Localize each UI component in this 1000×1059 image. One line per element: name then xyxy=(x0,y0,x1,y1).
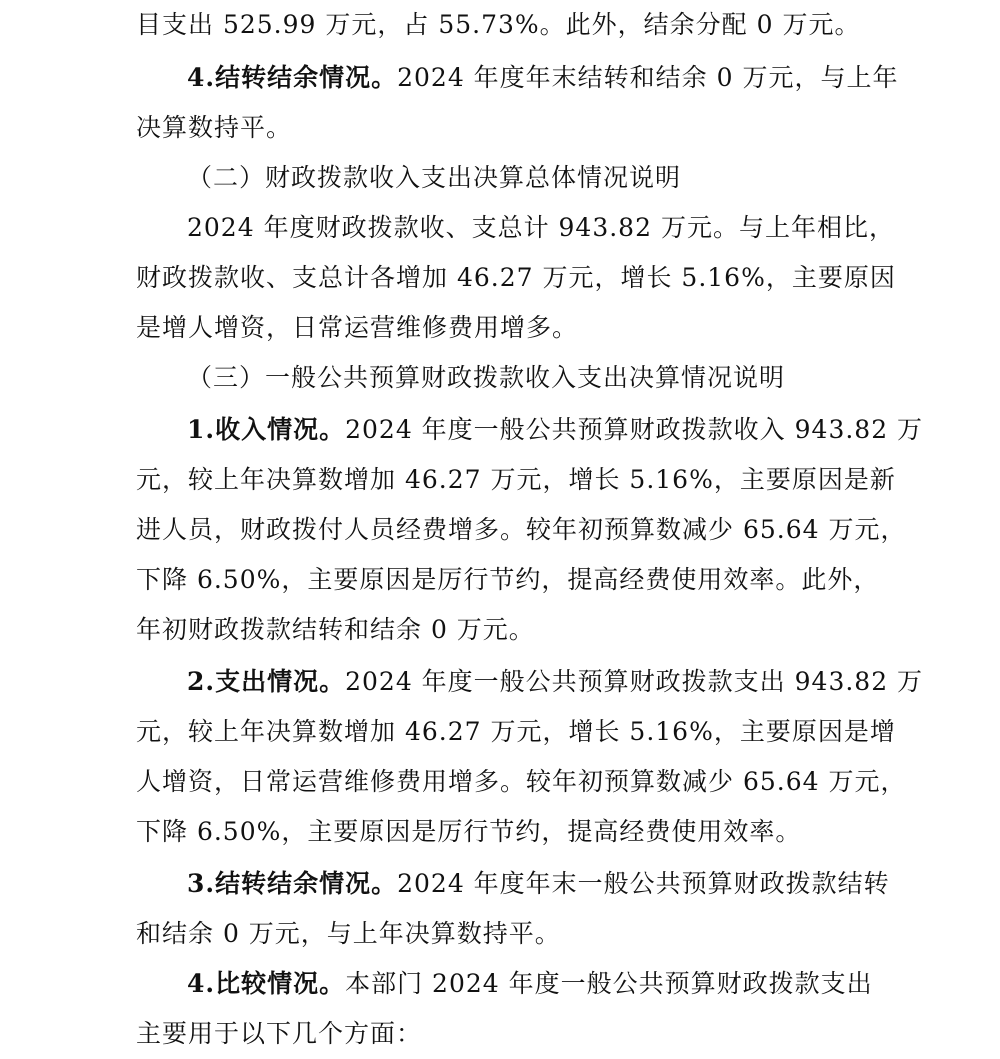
text-line xyxy=(136,817,801,847)
text-line xyxy=(136,1019,422,1049)
carryover-paragraph xyxy=(187,869,890,899)
text-line xyxy=(136,565,879,595)
line-text: 2024 年度一般公共预算财政拨款收入 943.82 万 xyxy=(345,415,924,444)
comparison-paragraph xyxy=(187,969,873,999)
line-text: 下降 6.50%，主要原因是厉行节约，提高经费使用效率。此外， xyxy=(136,565,880,594)
text-line xyxy=(136,615,535,645)
line-text: 人增资，日常运营维修费用增多。较年初预算数减少 65.64 万元， xyxy=(136,767,907,796)
text-line xyxy=(136,313,578,343)
line-text: 2024 年度一般公共预算财政拨款支出 943.82 万 xyxy=(345,667,924,696)
heading-text: （二）财政拨款收入支出决算总体情况说明 xyxy=(187,163,682,192)
text-line xyxy=(136,465,896,495)
line-text: 是增人增资，日常运营维修费用增多。 xyxy=(136,313,579,342)
heading-text: （三）一般公共预算财政拨款收入支出决算情况说明 xyxy=(187,363,786,392)
text-line xyxy=(136,113,292,143)
line-text: 财政拨款收、支总计各增加 46.27 万元，增长 5.16%，主要原因 xyxy=(136,263,896,292)
line-text: 进人员，财政拨付人员经费增多。较年初预算数减少 65.64 万元， xyxy=(136,515,907,544)
line-text: 年初财政拨款结转和结余 0 万元。 xyxy=(136,615,535,644)
text-line xyxy=(136,515,906,545)
text-line xyxy=(136,767,906,797)
comparison-heading: 4.比较情况。 xyxy=(187,969,346,998)
text-line xyxy=(136,717,896,747)
carryover-heading: 3.结转结余情况。 xyxy=(187,869,398,898)
line-text: 2024 年度财政拨款收、支总计 943.82 万元。与上年相比， xyxy=(187,213,895,242)
subsection-heading-2 xyxy=(187,163,681,193)
line-text: 元，较上年决算数增加 46.27 万元，增长 5.16%，主要原因是新 xyxy=(136,465,896,494)
expenditure-paragraph xyxy=(187,667,923,697)
subsection-heading-3 xyxy=(187,363,785,393)
line-text: 下降 6.50%，主要原因是厉行节约，提高经费使用效率。 xyxy=(136,817,802,846)
line-text: 主要用于以下几个方面： xyxy=(136,1019,423,1048)
text-line xyxy=(187,213,895,243)
section-4-heading: 4.结转结余情况。 xyxy=(187,63,398,92)
text-line xyxy=(136,10,860,40)
line-text: 决算数持平。 xyxy=(136,113,293,142)
text-line xyxy=(136,263,896,293)
line-text: 本部门 2024 年度一般公共预算财政拨款支出 xyxy=(345,969,873,998)
expenditure-heading: 2.支出情况。 xyxy=(187,667,346,696)
income-heading: 1.收入情况。 xyxy=(187,415,346,444)
line-text: 2024 年度年末一般公共预算财政拨款结转 xyxy=(397,869,890,898)
line-text: 2024 年度年末结转和结余 0 万元，与上年 xyxy=(397,63,899,92)
line-text: 目支出 525.99 万元，占 55.73%。此外，结余分配 0 万元。 xyxy=(136,10,861,39)
line-text: 和结余 0 万元，与上年决算数持平。 xyxy=(136,919,561,948)
text-line xyxy=(136,919,561,949)
section-4-paragraph xyxy=(187,63,898,93)
line-text: 元，较上年决算数增加 46.27 万元，增长 5.16%，主要原因是增 xyxy=(136,717,896,746)
income-paragraph xyxy=(187,415,923,445)
